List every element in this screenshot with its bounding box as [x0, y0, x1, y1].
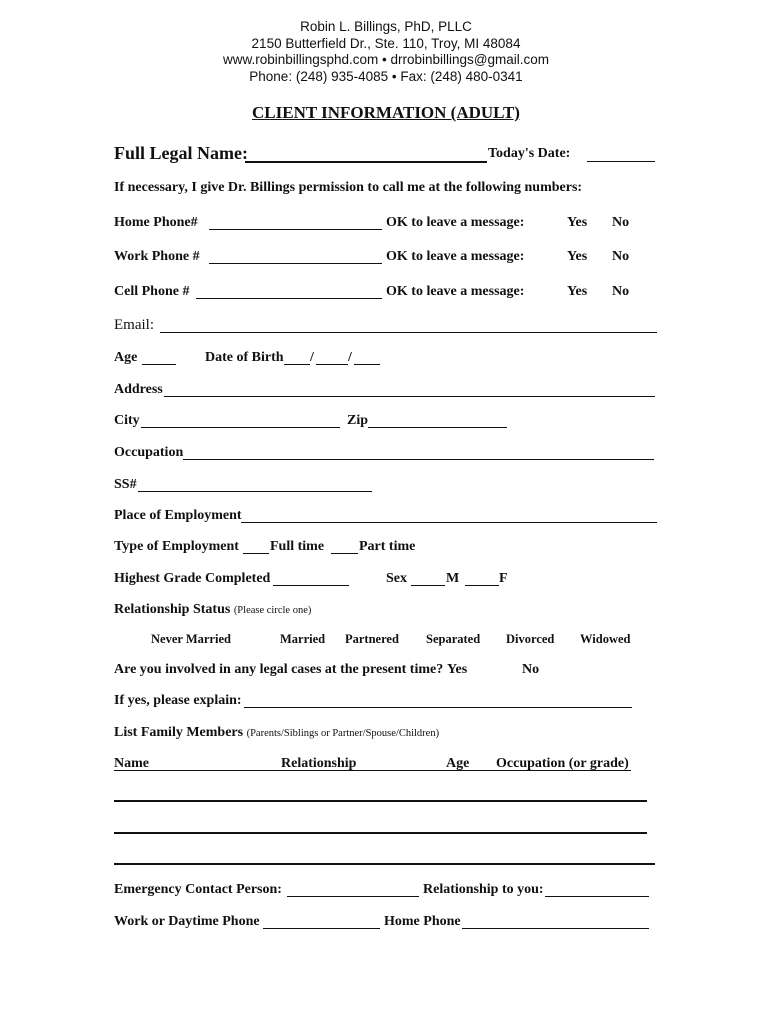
relationship-status-note: (Please circle one) [233, 605, 312, 616]
family-label [114, 725, 439, 741]
occupation-field[interactable] [183, 459, 654, 460]
practice-web-email: www.robinbillingsphd.com • drrobinbillings@gmail.com [222, 52, 550, 67]
city-label: City [114, 413, 140, 428]
address-field[interactable] [164, 396, 655, 397]
work-phone-field[interactable] [209, 263, 382, 264]
cell-phone-field[interactable] [196, 298, 382, 299]
part-time-blank[interactable] [331, 553, 358, 554]
cell-yes-option[interactable]: Yes [567, 284, 588, 299]
family-col-occupation: Occupation (or grade) [496, 756, 629, 771]
family-row-2[interactable] [114, 832, 647, 834]
family-col-age: Age [446, 756, 470, 771]
work-phone-label: Work Phone # [114, 249, 200, 264]
dob-slash-2: / [348, 350, 352, 365]
ss-label: SS# [114, 477, 137, 492]
dob-year-field[interactable] [354, 364, 380, 365]
ss-field[interactable] [138, 491, 372, 492]
legal-no-option[interactable]: No [522, 662, 540, 677]
dob-day-field[interactable] [316, 364, 348, 365]
occupation-label: Occupation [114, 445, 184, 460]
cell-phone-label: Cell Phone # [114, 284, 190, 299]
full-name-field[interactable] [245, 145, 487, 163]
emergency-label: Emergency Contact Person: [114, 882, 282, 897]
place-employment-field[interactable] [241, 522, 657, 523]
dob-month-field[interactable] [284, 364, 310, 365]
work-yes-option[interactable]: Yes [567, 249, 588, 264]
family-label-note: (Parents/Siblings or Partner/Spouse/Children) [246, 728, 440, 739]
page-title: CLIENT INFORMATION (ADULT) [252, 103, 520, 122]
grade-field[interactable] [273, 585, 349, 586]
dob-slash-1: / [310, 350, 314, 365]
status-divorced[interactable]: Divorced [506, 632, 555, 646]
address-label: Address [114, 382, 163, 397]
grade-label: Highest Grade Completed [114, 571, 271, 586]
practice-address: 2150 Butterfield Dr., Ste. 110, Troy, MI 48084 [251, 36, 521, 51]
sex-f-label: F [499, 571, 508, 586]
family-label-text: List Family Members [114, 725, 244, 740]
work-ok-label: OK to leave a message: [386, 249, 525, 264]
zip-field[interactable] [368, 427, 507, 428]
full-time-label: Full time [270, 539, 325, 554]
home-phone-label: Home Phone# [114, 215, 198, 230]
sex-m-blank[interactable] [411, 585, 445, 586]
work-daytime-label: Work or Daytime Phone [114, 914, 260, 929]
legal-question: Are you involved in any legal cases at the present time? [114, 662, 444, 677]
permission-text: If necessary, I give Dr. Billings permission to call me at the following numbers: [114, 180, 583, 195]
explain-label: If yes, please explain: [114, 693, 242, 708]
practice-name: Robin L. Billings, PhD, PLLC [300, 19, 472, 34]
part-time-label: Part time [359, 539, 416, 554]
email-field[interactable] [160, 332, 657, 333]
full-name-label: Full Legal Name: [114, 143, 248, 163]
todays-date-field[interactable] [587, 161, 655, 162]
status-never-married[interactable]: Never Married [151, 632, 231, 646]
city-field[interactable] [141, 427, 340, 428]
family-col-name: Name [114, 756, 149, 771]
sex-m-label: M [446, 571, 460, 586]
home-phone-field[interactable] [209, 229, 382, 230]
todays-date-label: Today's Date: [488, 146, 571, 161]
sex-f-blank[interactable] [465, 585, 499, 586]
home-yes-option[interactable]: Yes [567, 215, 588, 230]
sex-label: Sex [386, 571, 407, 586]
work-daytime-field[interactable] [263, 928, 380, 929]
cell-no-option[interactable]: No [612, 284, 630, 299]
relationship-status-label [114, 602, 311, 618]
relationship-to-you-label: Relationship to you: [423, 882, 544, 897]
home-phone-field-2[interactable] [462, 928, 649, 929]
relationship-to-you-field[interactable] [545, 896, 649, 897]
emergency-field[interactable] [287, 896, 419, 897]
family-col-relationship: Relationship [281, 756, 357, 771]
age-label: Age [114, 350, 138, 365]
cell-ok-label: OK to leave a message: [386, 284, 525, 299]
legal-yes-option[interactable]: Yes [447, 662, 468, 677]
family-row-1[interactable] [114, 800, 647, 802]
status-partnered[interactable]: Partnered [345, 632, 399, 646]
status-separated[interactable]: Separated [426, 632, 481, 646]
work-no-option[interactable]: No [612, 249, 630, 264]
family-row-3[interactable] [114, 863, 655, 865]
dob-label: Date of Birth [205, 350, 284, 365]
explain-field[interactable] [244, 707, 632, 708]
home-phone-label-2: Home Phone [384, 914, 461, 929]
full-time-blank[interactable] [243, 553, 269, 554]
practice-phone-fax: Phone: (248) 935-4085 • Fax: (248) 480-0341 [249, 69, 523, 84]
relationship-status-text: Relationship Status [114, 602, 231, 617]
place-employment-label: Place of Employment [114, 508, 242, 523]
type-employment-label: Type of Employment [114, 539, 239, 554]
zip-label: Zip [347, 413, 369, 428]
status-married[interactable]: Married [280, 632, 326, 646]
status-widowed[interactable]: Widowed [580, 632, 631, 646]
email-label: Email: [114, 317, 154, 333]
home-ok-label: OK to leave a message: [386, 215, 525, 230]
age-field[interactable] [142, 364, 176, 365]
home-no-option[interactable]: No [612, 215, 630, 230]
